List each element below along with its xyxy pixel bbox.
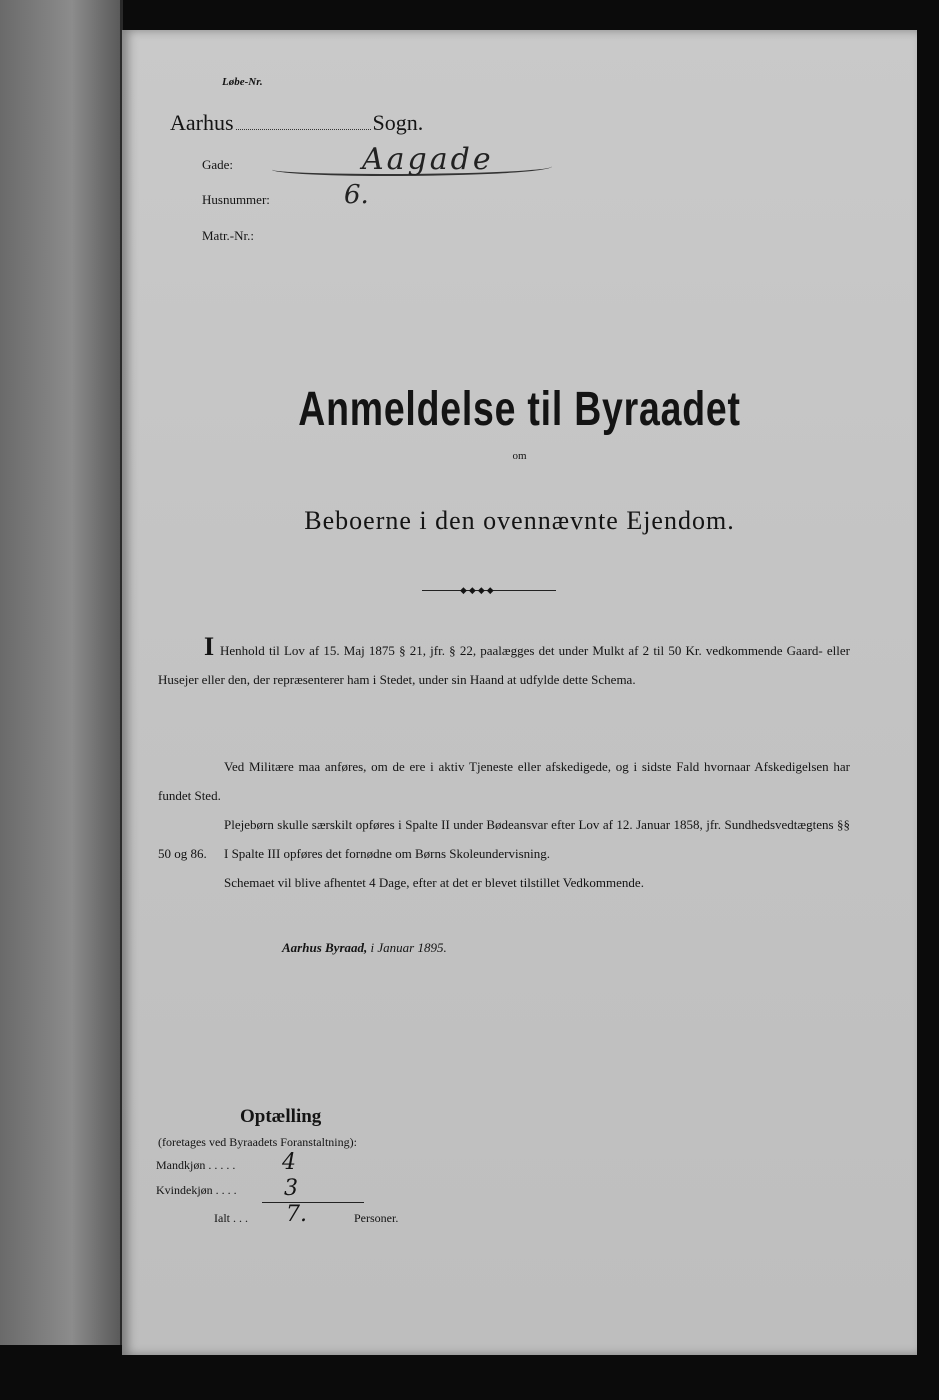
title-connector: om [512, 450, 527, 462]
matr-nr-label: Matr.-Nr.: [202, 228, 254, 243]
document-title: Anmeldelse til Byraadet [298, 383, 741, 436]
husnummer-value: 6. [344, 180, 369, 210]
paragraph-1-text: Henhold til Lov af 15. Maj 1875 § 21, jfr. § 22, paalægges det under Mulkt af 2 til 50 Kr. vedkommende Gaard- eller Husejer eller den, der repræsenterer ham i Stedet, under sin Haand at udfylde dette Schema. [158, 643, 850, 687]
parish-fill-line [236, 129, 371, 130]
counting-subtitle: (foretages ved Byraadets Foranstaltning): [158, 1135, 357, 1149]
signature-date: i Januar 1895. [370, 940, 447, 955]
signature-issuer: Aarhus Byraad, [282, 940, 368, 955]
document-subtitle: Beboerne i den ovennævnte Ejendom. [304, 506, 735, 535]
paragraph-3-text: Plejebørn skulle særskilt opføres i Spalte II under Bødeansvar efter Lov af 12. Januar 1858, jfr. Sundhedsvedtægtens §§ 50 og 86. [158, 817, 850, 861]
document-page [122, 30, 917, 1355]
sum-rule [262, 1202, 364, 1203]
personer-label: Personer. [354, 1211, 399, 1225]
counting-title: Optælling [240, 1106, 322, 1127]
ialt-label: Ialt . . . [214, 1211, 248, 1225]
gade-value: Aagade [362, 142, 494, 177]
mandkjon-label: Mandkjøn . . . . . [156, 1158, 236, 1172]
ialt-value: 7. [286, 1202, 307, 1227]
dropcap-letter: I [204, 632, 215, 661]
loebe-nr-label: Løbe-Nr. [222, 76, 263, 88]
paragraph-5-text: Schemaet vil blive afhentet 4 Dage, efter at det er blevet tilstillet Vedkommende. [224, 875, 644, 890]
paragraph-5 [158, 868, 850, 897]
kvindekjon-value: 3 [284, 1176, 298, 1201]
ornament-diamonds: ◆◆◆◆ [460, 585, 496, 595]
facing-page-edge [0, 0, 123, 1345]
paragraph-1 [158, 636, 850, 694]
paragraph-4-text: I Spalte III opføres det fornødne om Børns Skoleundervisning. [224, 846, 551, 861]
mandkjon-value: 4 [282, 1150, 296, 1175]
signature-line [282, 940, 447, 956]
gade-label: Gade: [202, 157, 234, 172]
city-label: Aarhus [170, 110, 234, 135]
parish-line [170, 110, 423, 136]
kvindekjon-label: Kvindekjøn . . . . [156, 1183, 237, 1197]
paragraph-2 [158, 752, 850, 810]
sogn-label: Sogn. [372, 110, 424, 135]
paragraph-4 [158, 839, 850, 868]
paragraph-2-text: Ved Militære maa anføres, om de ere i aktiv Tjeneste eller afskedigede, og i sidste Fald hvornaar Afskedigelsen har fundet Sted. [158, 759, 850, 803]
husnummer-label: Husnummer: [202, 192, 270, 207]
